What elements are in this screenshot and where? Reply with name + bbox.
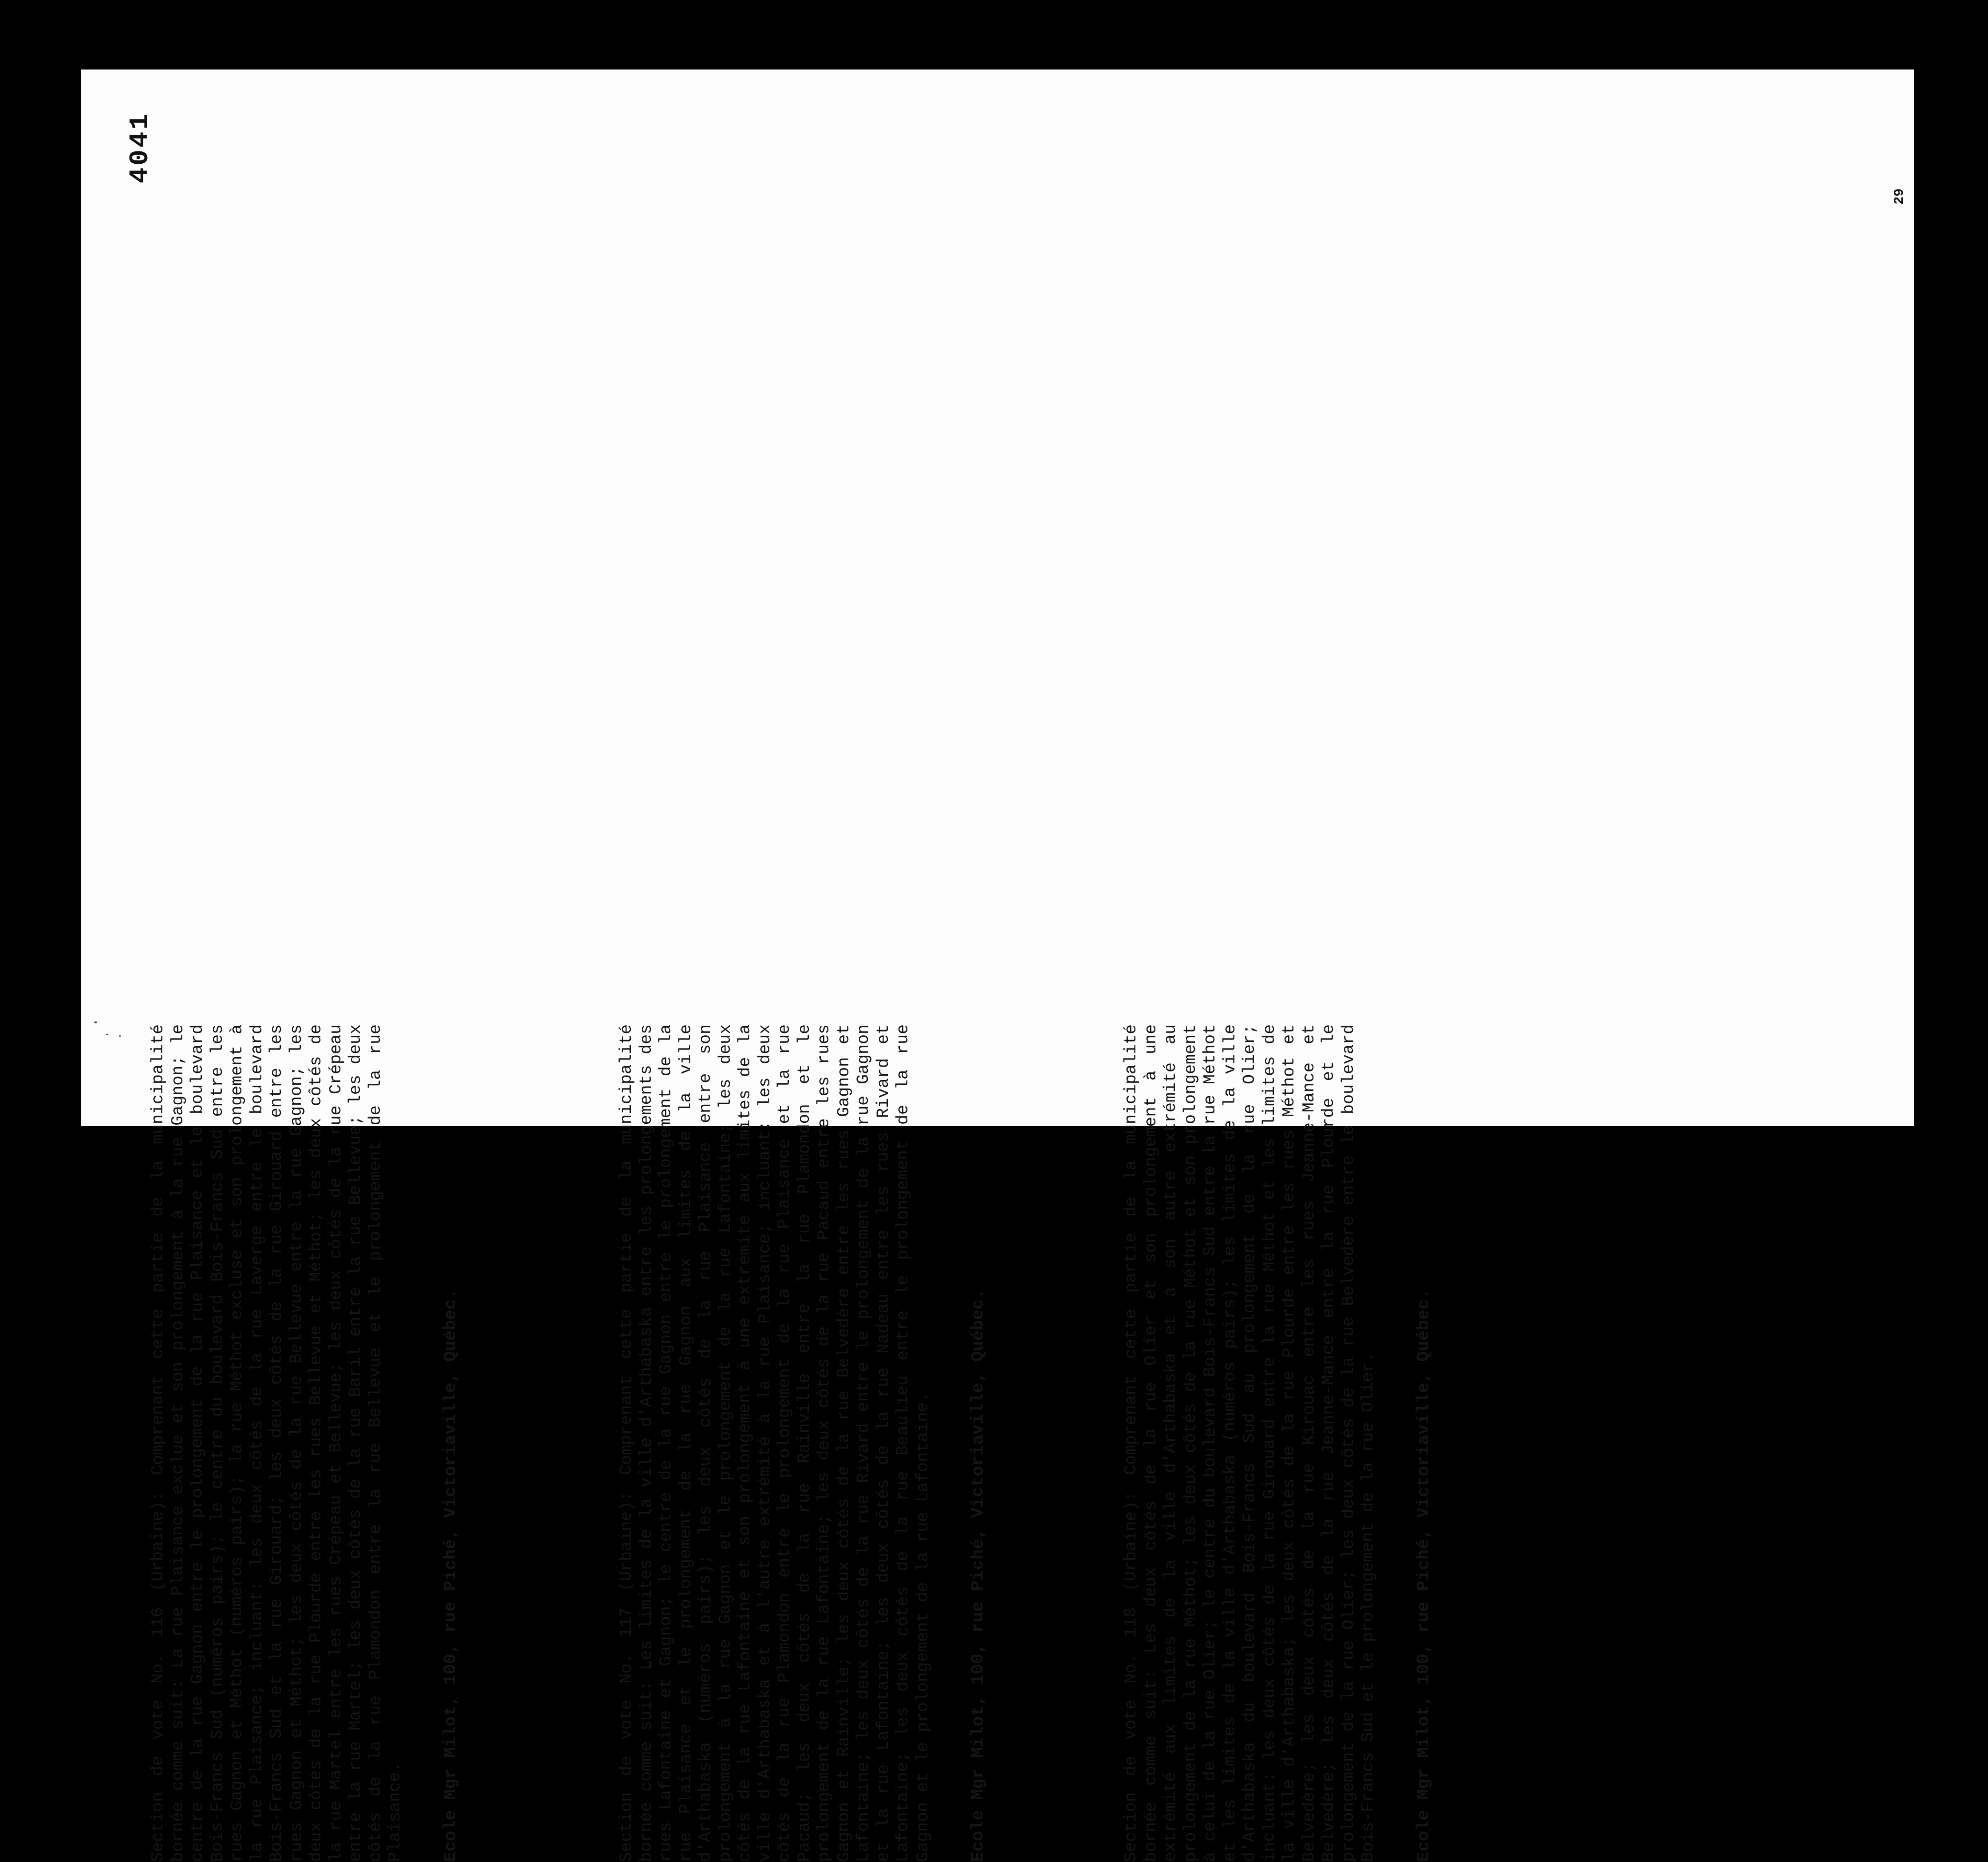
section-description: Section de vote No. 117 (Urbaine): Comprenant cette partie de la municipalité bornée comme suit: Les limites de la ville d'Arthabaska entre les prolongements des rues Lafontaine et Gagnon; le centre de la rue Gagnon entre le prolongement de la rue Plaisance et le prolongement de la rue Gagnon aux limites de la ville d'Arthabaska (numéros pairs); les deux côtés de la rue Plaisance entre son prolongement à la rue Gagnon et le prolongement de la rue Lafontaine; les deux côtés de la rue Lafontaine et son prolongement à une extrémité aux limites de la ville d'Arthabaska et à l'autre extrémité à la rue Plaisance; incluant: les deux côtés de la rue Plamondon entre le prolongement de la rue Plaisance et la rue Pacaud; les deux côtés de la rue Rainville entre la rue Plamondon et le prolongement de la rue Lafontaine; les deux côtés de la rue Pacaud entre les rues Gagnon et Rainville; les deux côtés de la rue Belvedère entre les rues Gagnon et Lafontaine; les deux côtés de la rue Rivard entre le prolongement de la rue Gagnon et la rue Lafontaine; les deux côtés de la rue Nadeau entre les rues Rivard et Lafontaine; les deux côtés de la rue Beaulieu entre le prolongement de la rue Gagnon et le prolongement de la rue Lafontaine.: [617, 1024, 933, 1862]
polling-location: Ecole Mgr Milot, 100, rue Piché, Victoriaville, Québec.: [440, 1288, 460, 1862]
scan-speck: [119, 1035, 121, 1037]
document-page: [81, 69, 1914, 1126]
scan-speck: [94, 1021, 97, 1023]
page-number-text: 29: [1892, 188, 1907, 205]
stamp-number-text: 4041: [125, 112, 155, 184]
section-description: Section de vote No. 116 (Urbaine): Comprenant cette partie de la municipalité bornée comme suit: La rue Plaisance exclue et son prolongement à la rue Gagnon; le centre de la rue Gagnon entre le prolongement de la rue Plaisance et le boulevard Bois-Francs Sud (numéros pairs); le centre du boulevard Bois-Francs Sud entre les rues Gagnon et Méthot (numéros pairs); la rue Méthot excluse et son prolongement à la rue Plaisance; incluant: les deux côtés de la rue Laverge entre le boulevard Bois-Francs Sud et la rue Girouard; les deux côtés de la rue Girouard entre les rues Gagnon et Méthot; les deux côtés de la rue Bellevue entre la rue Gagnon; les deux côtés de la rue Plourde entre les rues Bellevue et Méthot; les deux côtés de la rue Martel entre les rues Crépeau et Bellevue; les deux côtés de la rue Crépeau entre la rue Martel; les deux côtés de la rue Baril entre la rue Bellevue; les deux côtés de la rue Plamondon entre la rue Bellevue et le prolongement de la rue Plaisance.: [149, 1024, 405, 1862]
polling-location: Ecole Mgr Milot, 100, rue Piché, Victoriaville, Québec.: [1413, 1288, 1433, 1862]
section-description: Section de vote No. 118 (Urbaine): Comprenant cette partie de la municipalité bornée comme suit: Les deux côtés de la rue Olier et son prolongement à une extrémité aux limites de la ville d'Arthabaska et à son autre extrémité au prolongement de la rue Méthot; les deux côtés de la rue Méthot et son prolongement à celui de la rue Olier; le centre du boulevard Bois-Francs Sud entre la rue Méthot et les limites de la ville d'Arthabaska (numéros pairs); les limites de la ville d'Arthabaska du boulevard Bois-Francs Sud au prolongement de la rue Olier; incluant: les deux côtés de la rue Girouard entre la rue Méthot et les limites de la ville d'Arthabaska; les deux côtés de la rue Plourde entre les rues Méthot et Belvedère; les deux côtés de la rue Kirouac entre les rues Jeanne-Mance et Belvedère; les deux côtés de la rue Jeanne-Mance entre la rue Plourde et le prolongement de la rue Olier; les deux côtés de la rue Belvedère entre le boulevard Bois-Francs Sud et le prolongement de la rue Olier.: [1122, 1024, 1378, 1862]
scan-speck: [106, 1034, 108, 1035]
polling-location: Ecole Mgr Milot, 100, rue Piché, Victoriaville, Québec.: [968, 1288, 988, 1862]
